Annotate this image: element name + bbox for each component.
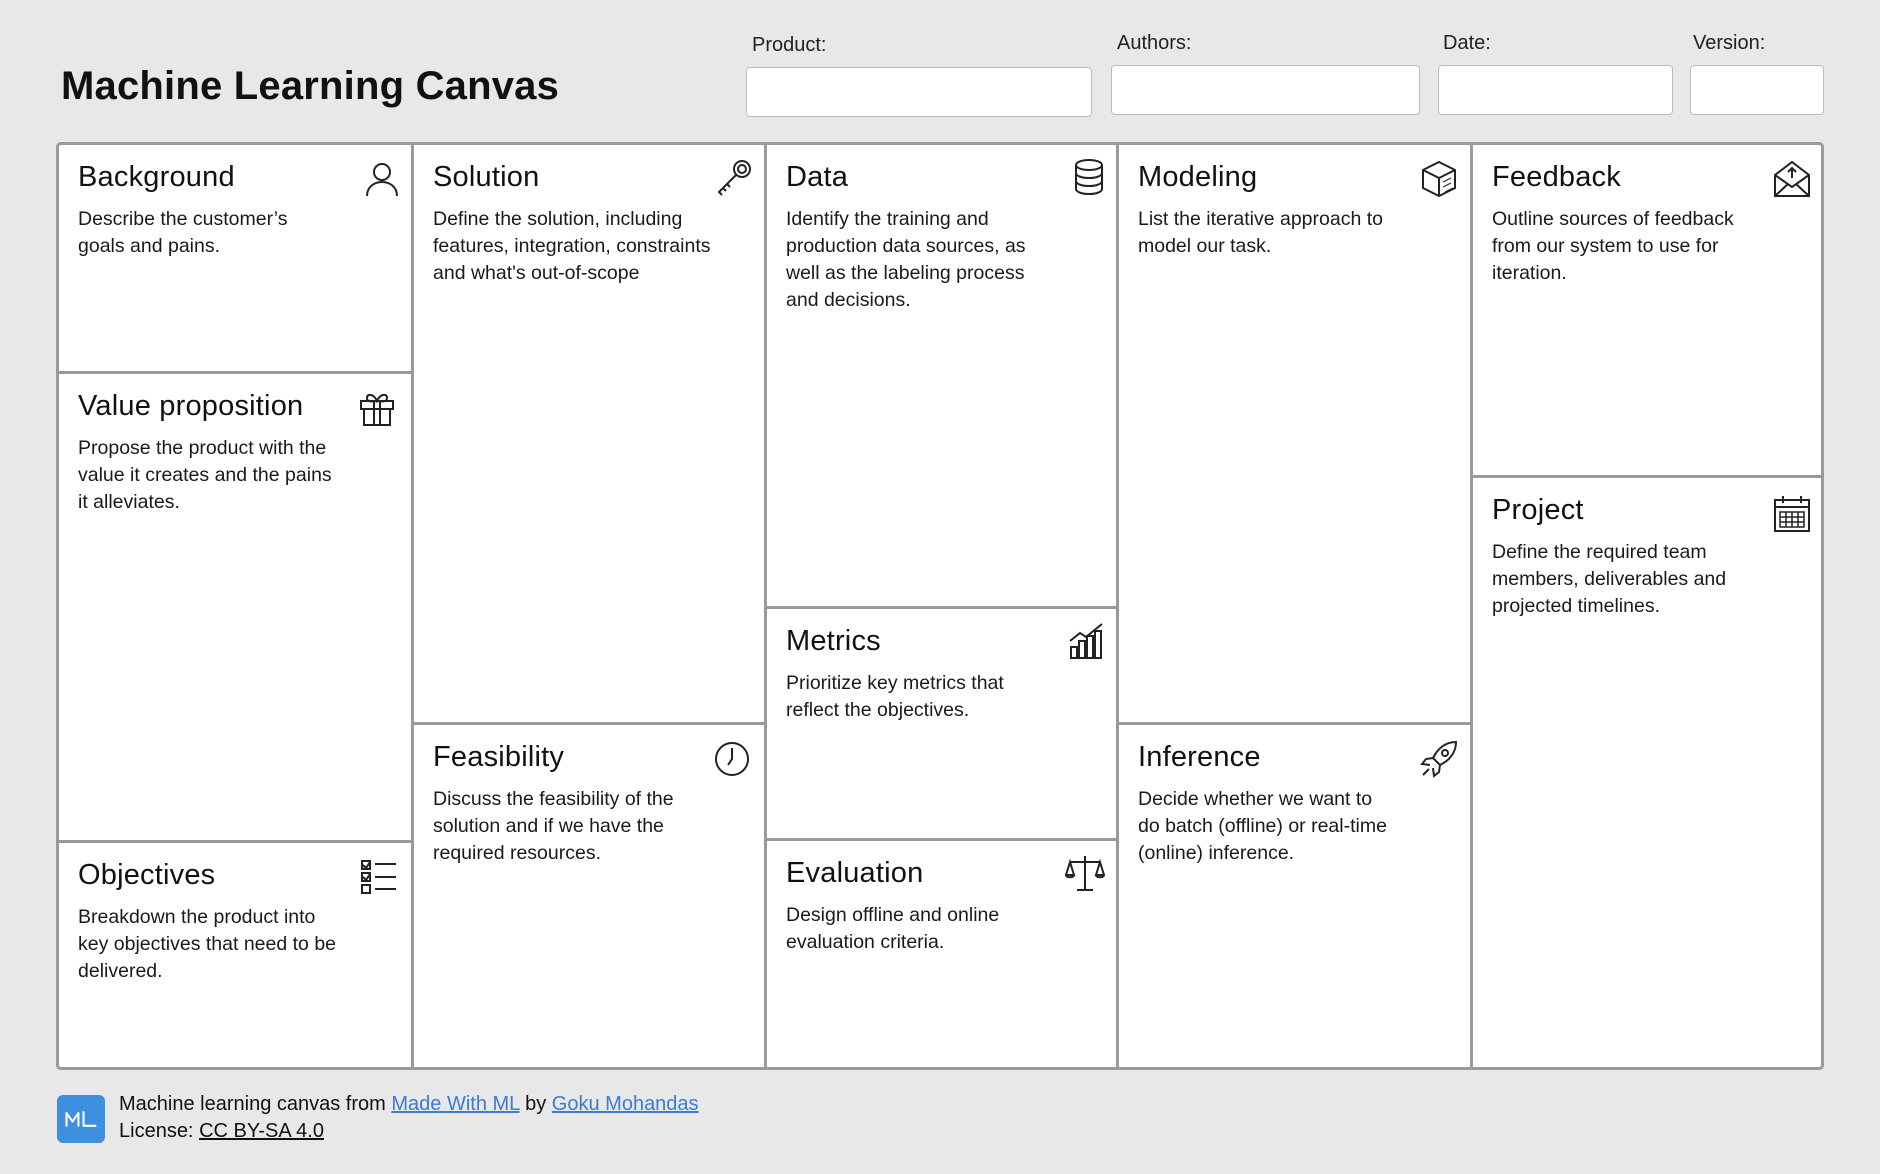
- license-label: License:: [119, 1120, 200, 1142]
- background-section[interactable]: [59, 145, 411, 371]
- footer-license: [119, 1120, 324, 1143]
- section-title: Feedback: [1492, 161, 1621, 193]
- section-title: Modeling: [1138, 161, 1258, 193]
- section-description: Define the solution, including features, integration, constraints and what's out-of-scope: [433, 208, 711, 284]
- section-description: Decide whether we want to do batch (offline) or real-time (online) inference.: [1138, 788, 1387, 864]
- made-with-ml-link[interactable]: Made With ML: [391, 1093, 520, 1115]
- product-label: Product:: [752, 34, 827, 56]
- license-link[interactable]: CC BY-SA 4.0: [199, 1120, 324, 1142]
- cube-icon: [1419, 159, 1459, 199]
- footer-prefix: Machine learning canvas from: [119, 1093, 392, 1115]
- checklist-icon: [359, 857, 399, 897]
- key-icon: [714, 157, 754, 197]
- value-proposition-section[interactable]: [59, 374, 411, 840]
- database-icon: [1069, 157, 1109, 197]
- scale-icon: [1065, 853, 1105, 893]
- section-title: Project: [1492, 494, 1584, 526]
- envelope-icon: [1772, 159, 1812, 199]
- date-label: Date:: [1443, 32, 1491, 54]
- section-title: Feasibility: [433, 741, 565, 773]
- made-with-ml-logo: [57, 1095, 105, 1143]
- section-description: List the iterative approach to model our task.: [1138, 208, 1383, 257]
- section-title: Inference: [1138, 741, 1261, 773]
- gift-icon: [357, 388, 397, 428]
- data-section[interactable]: [767, 145, 1116, 606]
- section-description: Design offline and online evaluation criteria.: [786, 904, 1000, 953]
- section-title: Metrics: [786, 625, 881, 657]
- feedback-section[interactable]: [1473, 145, 1824, 475]
- authors-label: Authors:: [1117, 32, 1192, 54]
- section-description: Identify the training and production data sources, as well as the labeling process and decisions.: [786, 208, 1026, 311]
- objectives-section[interactable]: [59, 843, 411, 1070]
- section-title: Evaluation: [786, 857, 924, 889]
- person-icon: [362, 159, 402, 199]
- section-title: Data: [786, 161, 849, 193]
- date-field[interactable]: [1438, 65, 1673, 115]
- section-description: Prioritize key metrics that reflect the objectives.: [786, 672, 1004, 721]
- author-link[interactable]: Goku Mohandas: [551, 1093, 699, 1115]
- section-title: Background: [78, 161, 235, 193]
- bar-chart-icon: [1067, 621, 1107, 661]
- section-title: Objectives: [78, 859, 216, 891]
- page-title: Machine Learning Canvas: [61, 64, 560, 108]
- section-description: Breakdown the product into key objectives that need to be delivered.: [78, 906, 337, 982]
- feasibility-section[interactable]: [414, 725, 764, 1070]
- section-title: Value proposition: [78, 390, 304, 422]
- section-description: Propose the product with the value it creates and the pains it alleviates.: [78, 437, 332, 513]
- metrics-section[interactable]: [767, 609, 1116, 838]
- product-field[interactable]: [746, 67, 1092, 117]
- project-section[interactable]: [1473, 478, 1824, 1070]
- section-description: Discuss the feasibility of the solution and if we have the required resources.: [433, 788, 674, 864]
- footer-credit: [119, 1093, 699, 1116]
- canvas-board: [56, 142, 1824, 1070]
- rocket-icon: [1419, 739, 1459, 779]
- authors-field[interactable]: [1111, 65, 1420, 115]
- evaluation-section[interactable]: [767, 841, 1116, 1070]
- footer-mid: by: [519, 1093, 552, 1115]
- solution-section[interactable]: [414, 145, 764, 722]
- version-label: Version:: [1693, 32, 1766, 54]
- section-title: Solution: [433, 161, 540, 193]
- clock-icon: [712, 739, 752, 779]
- modeling-section[interactable]: [1119, 145, 1470, 722]
- section-description: Outline sources of feedback from our system to use for iteration.: [1492, 208, 1734, 284]
- version-field[interactable]: [1690, 65, 1824, 115]
- section-description: Define the required team members, deliverables and projected timelines.: [1492, 541, 1727, 617]
- inference-section[interactable]: [1119, 725, 1470, 1070]
- section-description: Describe the customer’s goals and pains.: [78, 208, 288, 257]
- calendar-icon: [1772, 494, 1812, 534]
